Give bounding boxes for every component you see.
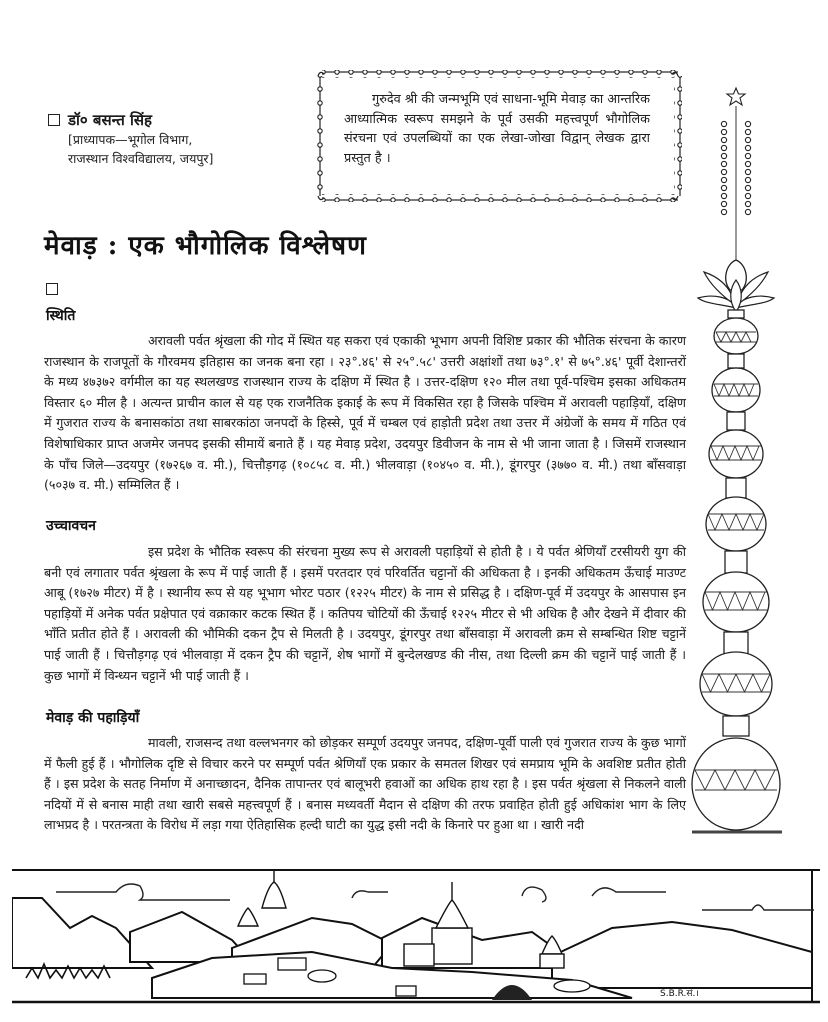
author-affiliation-line2: राजस्थान विश्वविद्यालय, जयपुर] xyxy=(68,151,214,166)
author-affiliation-line1: [प्राध्यापक—भूगोल विभाग, xyxy=(68,132,193,147)
section-paragraph-relief: इस प्रदेश के भौतिक स्वरूप की संरचना मुख्य रूप से अरावली पहाड़ियों से होती है । ये पर्वत श्रेणियाँ टरसीयरी युग की बनी एवं लगातार पर्वत श्रृंखला के रूप में पाई जाती हैं । इसमें परतदार एवं परिवर्तित चट्टानों की अधिकता है । इनकी अधिकतम ऊँचाई माउण्ट आबू (१७२७ मीटर) में है । स्थानीय रूप से यह भूभाग भोरट पठार (१२२५ मीटर) के नाम से प्रसिद्ध है । दक्षिण-पूर्व में उदयपुर के आसपास इन पहाड़ियों में अनेक पर्वत प्रक्षेपात एवं वक्राकार कटक स्थित हैं । कतिपय चोटियों की ऊँचाई १२२५ मीटर से भी अधिक है और देखने में दीवार की भाँति प्रतीत होते हैं । अरावली की भौमिकी दकन ट्रैप से मिलती है । उदयपुर, डूंगरपुर तथा बाँसवाड़ा में अरावली क्रम से सम्बन्धित शिष्ट चट्टानें पाई जाती हैं । चित्तौड़गढ़ एवं भीलवाड़ा में दकन ट्रैप की चट्टानें, शेष भागों में बुन्देलखण्ड की नीस, तथा दिल्ली क्रम की चट्टानें पाई जाती हैं । कुछ भागों में विन्ध्यन चट्टानें भी पाई जाती हैं । xyxy=(44,544,686,683)
article-title: मेवाड़ : एक भौगोलिक विश्लेषण xyxy=(44,231,367,261)
mountain-landscape-illustration-icon xyxy=(12,868,820,1020)
editor-note-box xyxy=(316,68,684,204)
section-paragraph-hills: मावली, राजसन्द तथा वल्लभनगर को छोड़कर सम्पूर्ण उदयपुर जनपद, दक्षिण-पूर्वी पाली एवं गुजरात राज्य के कुछ भागों में फैली हुई हैं । भौगोलिक दृष्टि से विचार करने पर सम्पूर्ण पर्वत श्रेणियाँ एक प्रकार के समतल शिखर एवं समप्राय भूमि के अवशिष्ट प्रतीत होती हैं । इस प्रदेश के सतह निर्माण में अनाच्छादन, दैनिक तापान्तर एवं बालूभरी हवाओं का अधिक हाथ रहा है । इस पर्वत श्रृंखला से निकलने वाली नदियों में से बनास माही तथा खारी सबसे महत्त्वपूर्ण हैं । बनास मध्यवर्ती मैदान से दक्षिण की तरफ प्रवाहित होती हुई अधिकांश भाग के लिए लाभप्रद है । परतन्त्रता के विरोध में लड़ा गया ऐतिहासिक हल्दी घाटी का युद्ध इसी नदी के किनारे पर हुआ था । खारी नदी xyxy=(44,735,686,833)
stacked-kalash-pillar-icon xyxy=(690,84,810,854)
illustrator-signature: S.B.R.सं.। xyxy=(660,989,699,999)
section-heading-location: स्थिति xyxy=(46,308,76,324)
section-paragraph-location: अरावली पर्वत श्रृंखला की गोद में स्थित यह सकरा एवं एकाकी भूभाग अपनी विशिष्ट प्रकार की भौतिक संरचना के कारण राजस्थान के राजपूतों के गौरवमय इतिहास का जनक बना रहा । २३°.४६' से २५°.५८' उत्तरी अक्षांशों तथा ७३°.१' से ७५°.४६' पूर्वी देशान्तरों के मध्य ४७३७२ वर्गमील का यह स्थलखण्ड राजस्थान राज्य के दक्षिण में स्थित है । उत्तर-दक्षिण १२० मील तथा पूर्व-पश्चिम इसका अधिकतम विस्तार ६० मील है । अत्यन्त प्राचीन काल से यह एक राजनैतिक इकाई के रूप में विकसित रहा है जिसके पश्चिम में अरावली पहाड़ियाँ, दक्षिण में गुजरात राज्य के बनासकांठा तथा साबरकांठा जनपदों के हिस्से, पूर्व में चम्बल एवं हाड़ोती प्रदेश तथा उत्तर में अंग्रेजों के समय में गठित एवं विशेषाधिकार प्राप्त अजमेर जनपद इसकी सीमायें बनाते हैं । यह मेवाड़ प्रदेश, उदयपुर डिवीजन के नाम से भी जाना जाता है । जिसमें राजस्थान के पाँच जिले—उदयपुर (१७२६७ व. मी.), चित्तौड़गढ़ (१०८५८ व. मी.) भीलवाड़ा (१०४५० व. मी.), डूंगरपुर (३७७० व. मी.) तथा बाँसवाड़ा (५०३७ व. मी.) सम्मिलित हैं । xyxy=(44,333,686,493)
section-heading-relief: उच्चावचन xyxy=(46,518,96,534)
author-name-row xyxy=(48,110,308,130)
author-block xyxy=(48,110,308,168)
editor-note-text: गुरुदेव श्री की जन्मभूमि एवं साधना-भूमि मेवाड़ का आन्तरिक आध्यात्मिक स्वरूप समझने के पूर्व उसकी महत्त्वपूर्ण भौगोलिक संरचना एवं उपलब्धियों का एक लेखा-जोखा विद्वान् लेखक द्वारा प्रस्तुत है । xyxy=(344,92,650,166)
section-marker xyxy=(46,280,58,299)
square-bullet-icon xyxy=(46,283,58,295)
author-name: डॉ० बसन्त सिंह xyxy=(68,111,153,129)
square-bullet-icon xyxy=(48,114,60,126)
section-heading-hills: मेवाड़ की पहाड़ियाँ xyxy=(46,710,140,726)
